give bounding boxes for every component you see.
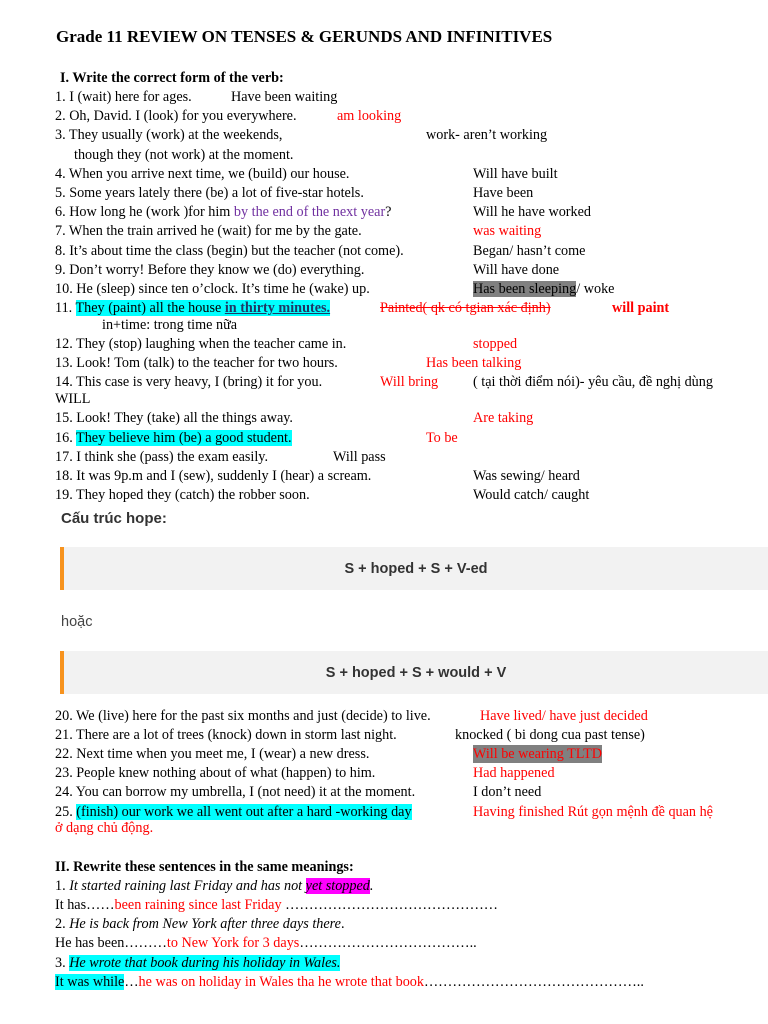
answer-22: Will be wearing TLTD	[473, 746, 603, 762]
question-20: 20. We (live) here for the past six months and just (decide) to live.	[55, 708, 431, 724]
formula-2: S + hoped + S + would + V	[325, 664, 507, 681]
question-3-continuation: though they (not work) at the moment.	[74, 147, 294, 163]
rewrite-1	[55, 877, 373, 895]
rewrite-1-answer-line	[55, 896, 498, 914]
answer-16: To be	[426, 430, 458, 446]
formula-1: S + hoped + S + V-ed	[344, 560, 488, 577]
or-label: hoặc	[61, 614, 93, 630]
question-16	[55, 429, 292, 447]
answer-20: Have lived/ have just decided	[480, 708, 648, 724]
answer-10-rest: / woke	[576, 281, 615, 297]
answer-13: Has been talking	[426, 355, 522, 371]
question-11-text-a: They (paint) all the house	[75, 300, 225, 316]
rewrite-1-text: It started raining last Friday and has not	[69, 878, 306, 894]
question-12: 12. They (stop) laughing when the teacher came in.	[55, 336, 347, 352]
question-4: 4. When you arrive next time, we (build) our house.	[55, 166, 350, 182]
answer-2: am looking	[337, 108, 402, 124]
answer-18: Was sewing/ heard	[473, 468, 580, 484]
rewrite-1-answer: been raining since last Friday	[114, 897, 282, 913]
answer-10-highlight: Has been sleeping	[473, 281, 577, 297]
rewrite-2-prefix: He has been………	[55, 935, 167, 951]
answer-8: Began/ hasn’t come	[473, 243, 586, 259]
rewrite-2-end: .	[340, 916, 345, 932]
question-6	[55, 203, 391, 221]
question-14: 14. This case is very heavy, I (bring) it for you.	[55, 374, 323, 390]
question-3: 3. They usually (work) at the weekends,	[55, 127, 283, 143]
formula-box-2	[60, 651, 768, 694]
question-11-note: in+time: trong time nữa	[102, 317, 238, 333]
question-10: 10. He (sleep) since ten o’clock. It’s time he (wake) up.	[55, 281, 370, 297]
answer-19: Would catch/ caught	[473, 487, 590, 503]
rewrite-2-text: He is back from New York after three days there	[69, 916, 341, 932]
answer-25-continuation: ở dạng chủ động.	[55, 820, 154, 836]
question-9: 9. Don’t worry! Before they know we (do) everything.	[55, 262, 365, 278]
rewrite-2-answer-line	[55, 934, 477, 952]
answer-17: Will pass	[333, 449, 386, 465]
question-7: 7. When the train arrived he (wait) for me by the gate.	[55, 223, 362, 239]
question-16-number: 16.	[55, 430, 77, 446]
question-15: 15. Look! They (take) all the things away.	[55, 410, 293, 426]
rewrite-1-prefix: It has……	[55, 897, 115, 913]
answer-3: work- aren’t working	[426, 127, 548, 143]
question-22: 22. Next time when you meet me, I (wear) a new dress.	[55, 746, 370, 762]
question-16-text: They believe him (be) a good student.	[76, 430, 292, 446]
question-6-mark: ?	[385, 204, 392, 220]
rewrite-3-prefix: It was while	[55, 974, 125, 990]
question-6-time-phrase: by the end of the next year	[233, 204, 386, 220]
answer-7: was waiting	[473, 223, 542, 239]
formula-box-1	[60, 547, 768, 590]
rewrite-1-highlight: yet stopped	[305, 878, 370, 894]
answer-15: Are taking	[473, 410, 534, 426]
question-14-continuation: WILL	[55, 391, 91, 407]
question-25-number: 25.	[55, 804, 77, 820]
rewrite-3-answer-line	[55, 973, 644, 991]
hope-structure-heading: Cấu trúc hope:	[61, 510, 167, 527]
rewrite-2	[55, 915, 345, 933]
question-2: 2. Oh, David. I (look) for you everywhere.	[55, 108, 297, 124]
section-1-heading: I. Write the correct form of the verb:	[60, 70, 284, 86]
question-21: 21. There are a lot of trees (knock) down in storm last night.	[55, 727, 397, 743]
answer-5: Have been	[473, 185, 534, 201]
answer-12: stopped	[473, 336, 518, 352]
rewrite-3-dots: ………………………………………..	[423, 974, 644, 990]
question-14-note: ( tại thời điểm nói)- yêu cầu, đề nghị dùng	[473, 374, 713, 390]
answer-9: Will have done	[473, 262, 560, 278]
rewrite-1-dots: ………………………………………	[281, 897, 498, 913]
question-11-text	[76, 300, 331, 316]
answer-24: I don’t need	[473, 784, 542, 800]
question-11	[55, 299, 330, 317]
question-11-time-phrase: in thirty minutes.	[224, 300, 331, 316]
question-6-text: 6. How long he (work )for him	[55, 204, 234, 220]
question-11-struck-answer: Painted( qk có tgian xác định)	[380, 300, 551, 316]
question-19: 19. They hoped they (catch) the robber soon.	[55, 487, 310, 503]
question-13: 13. Look! Tom (talk) to the teacher for two hours.	[55, 355, 338, 371]
section-2-heading: II. Rewrite these sentences in the same meanings:	[55, 859, 354, 875]
page-title: Grade 11 REVIEW ON TENSES & GERUNDS AND INFINITIVES	[56, 27, 553, 46]
question-18: 18. It was 9p.m and I (sew), suddenly I (hear) a scream.	[55, 468, 372, 484]
question-25-text: (finish) our work we all went out after a hard -working day	[76, 804, 412, 820]
rewrite-3-number: 3.	[55, 955, 70, 971]
answer-21: knocked ( bi dong cua past tense)	[455, 727, 645, 743]
question-24: 24. You can borrow my umbrella, I (not need) it at the moment.	[55, 784, 416, 800]
answer-25: Having finished Rút gọn mệnh đề quan hệ	[473, 804, 713, 820]
answer-23: Had happened	[473, 765, 555, 781]
question-23: 23. People knew nothing about of what (happen) to him.	[55, 765, 376, 781]
answer-14: Will bring	[380, 374, 439, 390]
answer-4: Will have built	[473, 166, 558, 182]
rewrite-1-end: .	[369, 878, 374, 894]
answer-1: Have been waiting	[231, 89, 338, 105]
question-5: 5. Some years lately there (be) a lot of five-star hotels.	[55, 185, 364, 201]
answer-10	[473, 280, 614, 298]
rewrite-2-dots: ………………………………..	[299, 935, 477, 951]
answer-11: will paint	[612, 300, 670, 316]
rewrite-2-answer: to New York for 3 days	[166, 935, 300, 951]
rewrite-3-answer: he was on holiday in Wales tha he wrote that book	[138, 974, 424, 990]
question-8: 8. It’s about time the class (begin) but the teacher (not come).	[55, 243, 404, 259]
question-1: 1. I (wait) here for ages.	[55, 89, 192, 105]
rewrite-3	[55, 954, 340, 972]
question-11-number: 11.	[55, 300, 76, 316]
rewrite-3-text: He wrote that book during his holiday in Wales.	[69, 955, 341, 971]
question-17: 17. I think she (pass) the exam easily.	[55, 449, 269, 465]
rewrite-2-number: 2.	[55, 916, 70, 932]
rewrite-3-prefix-dots: …	[124, 974, 139, 990]
rewrite-1-number: 1.	[55, 878, 70, 894]
answer-6: Will he have worked	[473, 204, 592, 220]
